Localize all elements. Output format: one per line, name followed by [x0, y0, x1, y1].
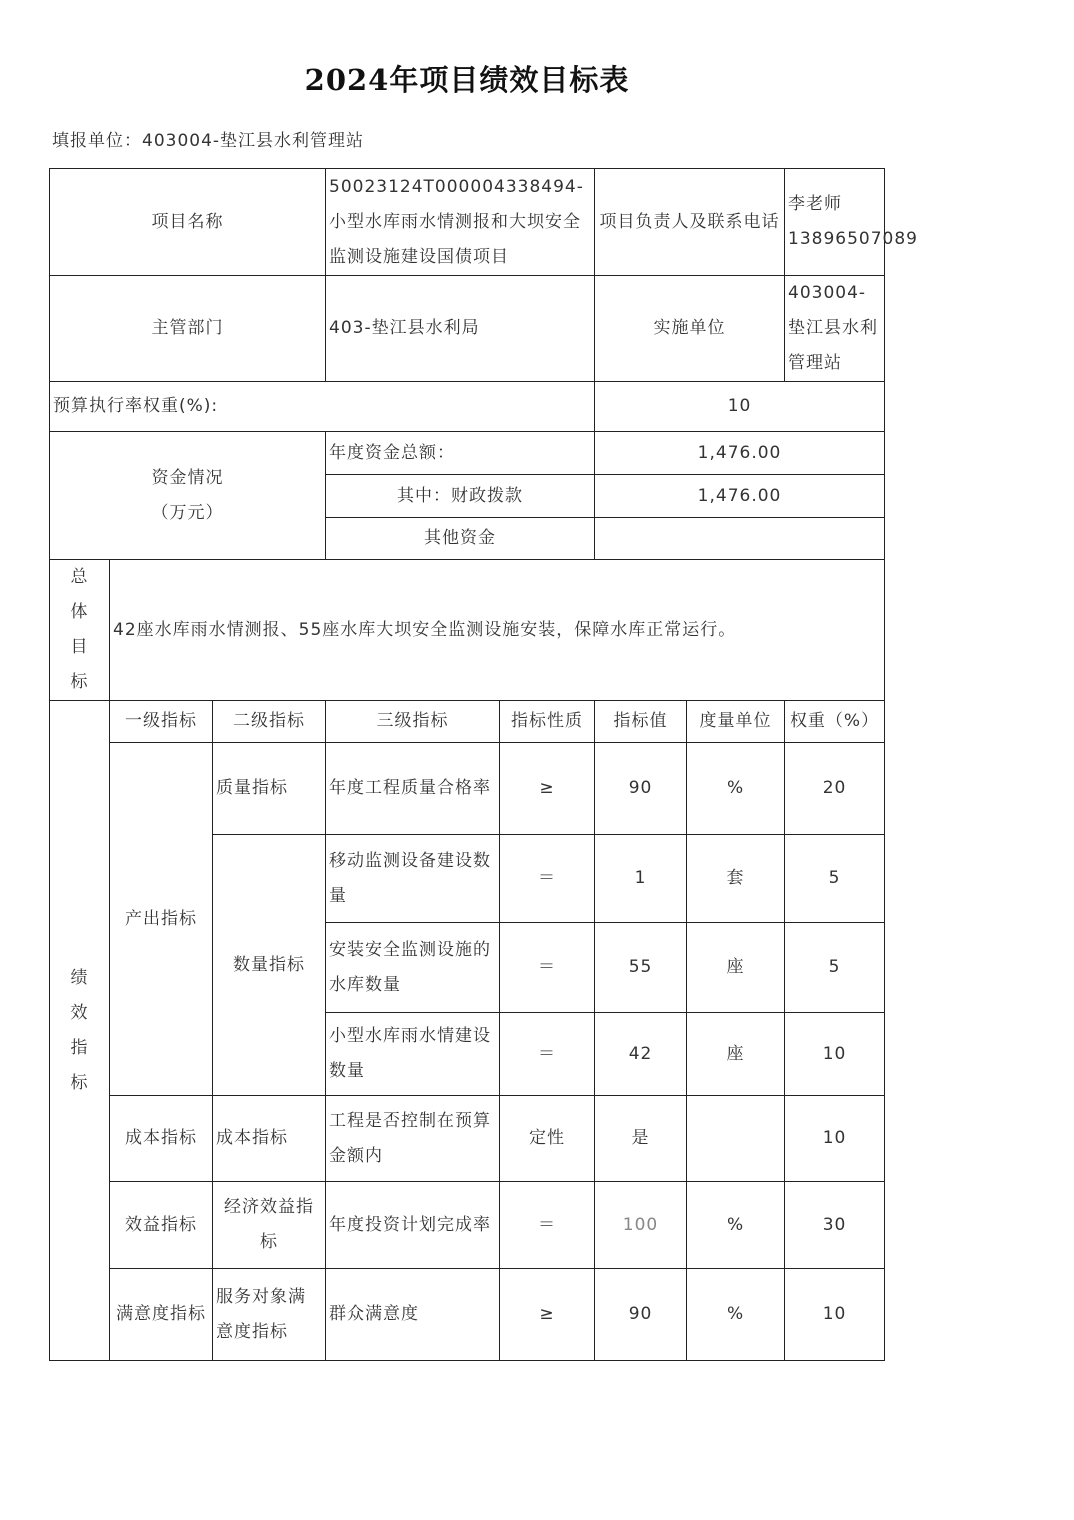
benefit-unit: % [687, 1182, 785, 1269]
project-name-label: 项目名称 [50, 169, 326, 276]
indicator-header-row [50, 701, 885, 743]
performance-label-char: 标 [70, 1072, 89, 1093]
contact-label: 项目负责人及联系电话 [595, 169, 785, 276]
department-row [50, 276, 885, 382]
unit-cell: % [687, 743, 785, 835]
funds-other-value [595, 518, 885, 560]
funds-label [50, 432, 326, 560]
cost-level3: 工程是否控制在预算金额内 [326, 1096, 500, 1182]
performance-label-char: 指 [70, 1037, 89, 1058]
unit-cell: 套 [687, 835, 785, 923]
cost-level2: 成本指标 [213, 1096, 326, 1182]
satisfaction-value: 90 [595, 1269, 687, 1361]
funds-other-label: 其他资金 [326, 518, 595, 560]
nature-cell: ≥ [500, 743, 595, 835]
unit-cell: 座 [687, 923, 785, 1013]
benefit-nature: ＝ [500, 1182, 595, 1269]
header-level2: 二级指标 [213, 701, 326, 743]
cost-unit [687, 1096, 785, 1182]
performance-label [50, 701, 110, 1361]
satisfaction-level2: 服务对象满意度指标 [213, 1269, 326, 1361]
funds-fiscal-label: 其中：财政拨款 [326, 475, 595, 518]
value-cell: 90 [595, 743, 687, 835]
cost-indicator-row [50, 1096, 885, 1182]
satisfaction-indicator-row [50, 1269, 885, 1361]
value-cell: 42 [595, 1013, 687, 1096]
value-cell: 1 [595, 835, 687, 923]
weight-cell: 5 [785, 835, 885, 923]
performance-goal-table [49, 168, 918, 1361]
page-title: 2024年项目绩效目标表 [304, 63, 630, 97]
weight-cell: 10 [785, 1013, 885, 1096]
budget-weight-value: 10 [595, 382, 885, 432]
nature-cell: ＝ [500, 923, 595, 1013]
department-value: 403-垫江县水利局 [326, 276, 595, 382]
department-label: 主管部门 [50, 276, 326, 382]
funds-label-line1: 资金情况 [151, 467, 224, 488]
cost-nature: 定性 [500, 1096, 595, 1182]
funds-total-value: 1,476.00 [595, 432, 885, 475]
level3-cell: 移动监测设备建设数量 [326, 835, 500, 923]
budget-weight-row [50, 382, 885, 432]
benefit-level1: 效益指标 [110, 1182, 213, 1269]
level3-cell: 小型水库雨水情建设数量 [326, 1013, 500, 1096]
reporting-unit: 填报单位：403004-垫江县水利管理站 [52, 131, 365, 151]
level3-cell: 安装安全监测设施的水库数量 [326, 923, 500, 1013]
project-name-row [50, 169, 885, 276]
overall-goal-label-char: 目 [70, 637, 89, 657]
benefit-indicator-row [50, 1182, 885, 1269]
budget-weight-label: 预算执行率权重(%): [50, 382, 595, 432]
impl-unit-value: 403004-垫江县水利管理站 [785, 276, 885, 382]
overall-goal-label-char: 体 [70, 602, 89, 622]
output-indicator-label: 产出指标 [110, 743, 213, 1096]
weight-cell: 5 [785, 923, 885, 1013]
weight-cell: 20 [785, 743, 885, 835]
overall-goal-label [50, 560, 110, 701]
cost-value: 是 [595, 1096, 687, 1182]
contact-value: 李老师 13896507089 [785, 169, 885, 276]
satisfaction-weight: 10 [785, 1269, 885, 1361]
benefit-level2: 经济效益指标 [213, 1182, 326, 1269]
header-value: 指标值 [595, 701, 687, 743]
satisfaction-unit: % [687, 1269, 785, 1361]
overall-goal-label-char: 标 [70, 672, 89, 692]
header-level1: 一级指标 [110, 701, 213, 743]
overall-goal-label-char: 总 [70, 567, 89, 587]
nature-cell: ＝ [500, 1013, 595, 1096]
level3-cell: 年度工程质量合格率 [326, 743, 500, 835]
impl-unit-label: 实施单位 [595, 276, 785, 382]
performance-label-char: 效 [70, 1002, 89, 1023]
performance-label-char: 绩 [70, 967, 89, 988]
header-level3: 三级指标 [326, 701, 500, 743]
header-nature: 指标性质 [500, 701, 595, 743]
cost-weight: 10 [785, 1096, 885, 1182]
funds-total-label: 年度资金总额： [326, 432, 595, 475]
cost-level1: 成本指标 [110, 1096, 213, 1182]
overall-goal-text: 42座水库雨水情测报、55座水库大坝安全监测设施安装，保障水库正常运行。 [110, 560, 885, 701]
satisfaction-nature: ≥ [500, 1269, 595, 1361]
funds-total-row [50, 432, 885, 475]
satisfaction-level3: 群众满意度 [326, 1269, 500, 1361]
project-name-value: 50023124T000004338494-小型水库雨水情测报和大坝安全监测设施建设国债项目 [326, 169, 595, 276]
overall-goal-row [50, 560, 885, 701]
unit-cell: 座 [687, 1013, 785, 1096]
nature-cell: ＝ [500, 835, 595, 923]
header-unit: 度量单位 [687, 701, 785, 743]
benefit-weight: 30 [785, 1182, 885, 1269]
header-weight: 权重（%） [785, 701, 885, 743]
value-cell: 55 [595, 923, 687, 1013]
satisfaction-level1: 满意度指标 [110, 1269, 213, 1361]
quality-indicator-label: 质量指标 [213, 743, 326, 835]
benefit-value: 100 [595, 1182, 687, 1269]
indicator-row [50, 743, 885, 835]
quantity-indicator-label: 数量指标 [213, 835, 326, 1096]
benefit-level3: 年度投资计划完成率 [326, 1182, 500, 1269]
funds-fiscal-value: 1,476.00 [595, 475, 885, 518]
funds-label-line2: （万元） [151, 502, 224, 523]
